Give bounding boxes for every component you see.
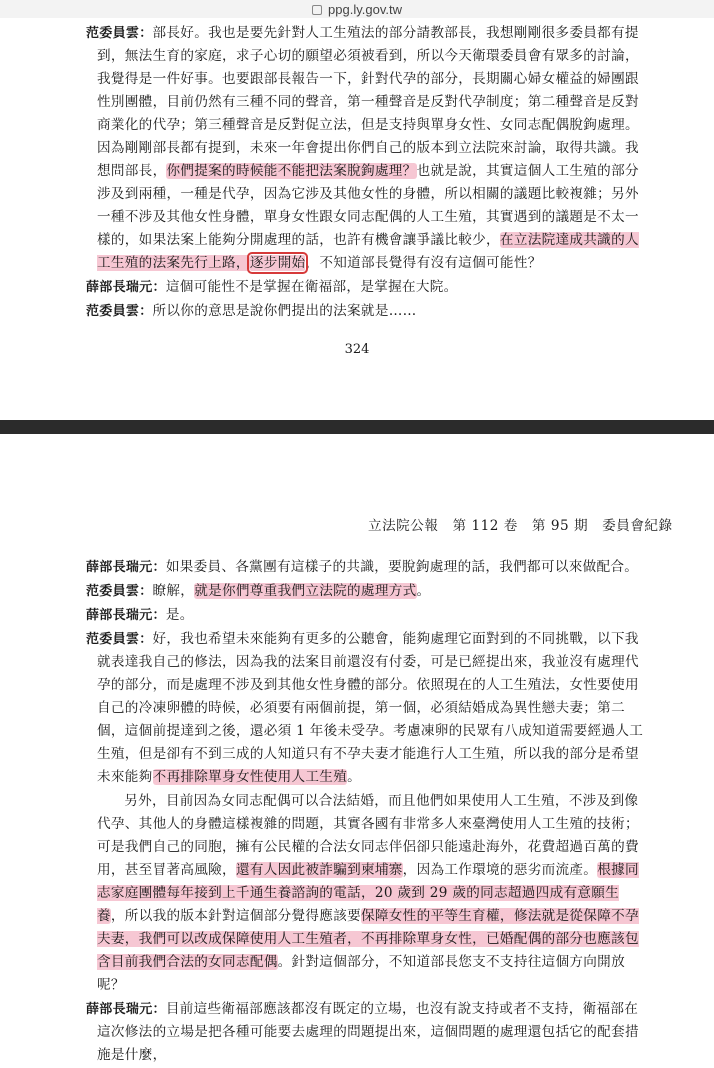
speech-text: 這個可能性不是掌握在衛福部，是掌握在大院。 bbox=[165, 279, 458, 295]
speech-block bbox=[86, 580, 646, 603]
highlighted-text: 根據同志家庭團體每年接到上千通生養諮詢的電話，20 歲到 29 歲的同志超過四成有意願生養 bbox=[97, 862, 639, 924]
speech-block bbox=[86, 22, 646, 275]
highlighted-text: 保障女性的平等生育權，修法就是從保障不孕夫妻，我們可以改成保障使用人工生殖者，不再排除單身女性，已婚配偶的部分也應該包含目前我們合法的女同志配偶 bbox=[97, 908, 639, 970]
page-324-text bbox=[86, 22, 646, 324]
highlighted-text: 還有人因此被詐騙到柬埔寨 bbox=[235, 862, 403, 878]
page-325-text bbox=[86, 556, 646, 1068]
speech-text: 部長好。我也是要先針對人工生殖法的部分請教部長，我想剛剛很多委員都有提到，無法生育的家庭，求子心切的願望必須被看到，所以今天衛環委員會有眾多的討論，我覺得是一件好事。也要跟部長報告一下，針對代孕的部分，長期關心婦女權益的婦團跟性別團體，目前仍然有三種不同的聲音，第一種聲音是反對代孕制度；第二種聲音是反對商業化的代孕；第三種聲音是反對促立法，但是支持與單身女性、女同志配偶脫鉤處理。因為剛剛部長都有提到，未來一年會提出你們自己的版本到立法院來討論，取得共識。我想問部長， bbox=[97, 25, 639, 179]
speech-text: 。針對這個部分，不知道部長您支不支持往這個方向開放呢？ bbox=[97, 954, 625, 993]
speech-text: ，所以我的版本針對這個部分覺得應該要 bbox=[110, 908, 361, 924]
speaker-name: 薛部長瑞元： bbox=[86, 1002, 166, 1017]
page-number: 324 bbox=[344, 342, 370, 357]
speech-text: 也就是說，其實這個人工生殖的部分涉及到兩種，一種是代孕，因為它涉及其他女性的身體，所以相關的議題比較複雜；另外一種不涉及其他女性身體，單身女性跟女同志配偶的人工生殖，其實遇到的議題是不太一樣的，如果法案上能夠分開處理的話，也許有機會讓爭議比較少， bbox=[97, 163, 639, 248]
speaker-name: 薛部長瑞元： bbox=[86, 560, 166, 575]
speech-text: ，因為工作環境的惡劣而流產。 bbox=[402, 862, 598, 878]
speech-text: 另外，目前因為女同志配偶可以合法結婚，而且他們如果使用人工生殖，不涉及到像代孕、其他人的身體這樣複雜的問題，其實各國有非常多人來臺灣使用人工生殖的技術；可是我們自己的同胞，擁有公民權的合法女同志伴侶卻只能遠赴海外，花費超過百萬的費用，甚至冒著高風險， bbox=[97, 793, 639, 878]
url-text: ppg.ly.gov.tw bbox=[328, 1, 402, 17]
speech-block bbox=[86, 556, 646, 579]
speaker-name: 薛部長瑞元： bbox=[86, 280, 166, 295]
speech-paragraph bbox=[86, 790, 646, 997]
speech-block bbox=[86, 998, 646, 1067]
speech-block bbox=[86, 276, 646, 299]
speech-text: 是。 bbox=[165, 607, 194, 623]
speech-block bbox=[86, 628, 646, 789]
gazette-header: 立法院公報 第 112 卷 第 95 期 委員會紀錄 bbox=[368, 518, 673, 534]
highlighted-text: 就是你們尊重我們立法院的處理方式 bbox=[194, 583, 417, 599]
highlighted-text: 不再排除單身女性使用人工生殖 bbox=[152, 769, 348, 785]
speech-block bbox=[86, 300, 646, 323]
boxed-highlighted-text: 逐步開始 bbox=[249, 255, 306, 271]
speech-text: 好，我也希望未來能夠有更多的公聽會，能夠處理它面對到的不同挑戰，以下我就表達我自己的修法，因為我的法案目前還沒有付委，可是已經提出來，我並沒有處理代孕的部分，而是處理不涉及到其他女性身體的部分。依照現在的人工生殖法，女性要使用自己的冷凍卵體的時候，必須要有兩個前提，第一個，必須結婚成為異性戀夫妻；第二個，這個前提達到之後，還必須 1 年後未受孕。考慮凍卵的民眾有八成知道需要經過人工生殖，但是卻有不到三成的人知道只有不孕夫妻才能進行人工生殖，所以我的部分是希望未來能夠 bbox=[97, 631, 644, 785]
speech-text: 。 bbox=[416, 583, 431, 599]
speaker-name: 范委員雲： bbox=[86, 584, 153, 599]
speech-text: 瞭解， bbox=[152, 583, 195, 599]
browser-url-bar[interactable] bbox=[0, 0, 714, 18]
speech-text: ，不知道部長覺得有沒有這個可能性？ bbox=[305, 255, 542, 271]
highlighted-text: 在立法院達成共識的人工生殖的法案先行上路， bbox=[97, 232, 639, 271]
speaker-name: 范委員雲： bbox=[86, 26, 153, 41]
speech-text: 。 bbox=[347, 769, 361, 785]
document-page-324 bbox=[0, 18, 714, 418]
speech-text: 如果委員、各黨團有這樣子的共識，要脫鉤處理的話，我們都可以來做配合。 bbox=[165, 559, 639, 575]
page-separator bbox=[0, 420, 714, 434]
speech-text: 所以你的意思是說你們提出的法案就是…… bbox=[152, 303, 417, 319]
speaker-name: 薛部長瑞元： bbox=[86, 608, 166, 623]
speech-text: 目前這些衛福部應該都沒有既定的立場，也沒有說支持或者不支持，衛福部在這次修法的立場是把各種可能要去處理的問題提出來，這個問題的處理還包括它的配套措施是什麼， bbox=[97, 1001, 639, 1063]
highlighted-text: 你們提案的時候能不能把法案脫鉤處理？ bbox=[166, 163, 417, 179]
speaker-name: 范委員雲： bbox=[86, 632, 153, 647]
speaker-name: 范委員雲： bbox=[86, 304, 153, 319]
lock-icon bbox=[312, 5, 322, 15]
speech-block bbox=[86, 604, 646, 627]
